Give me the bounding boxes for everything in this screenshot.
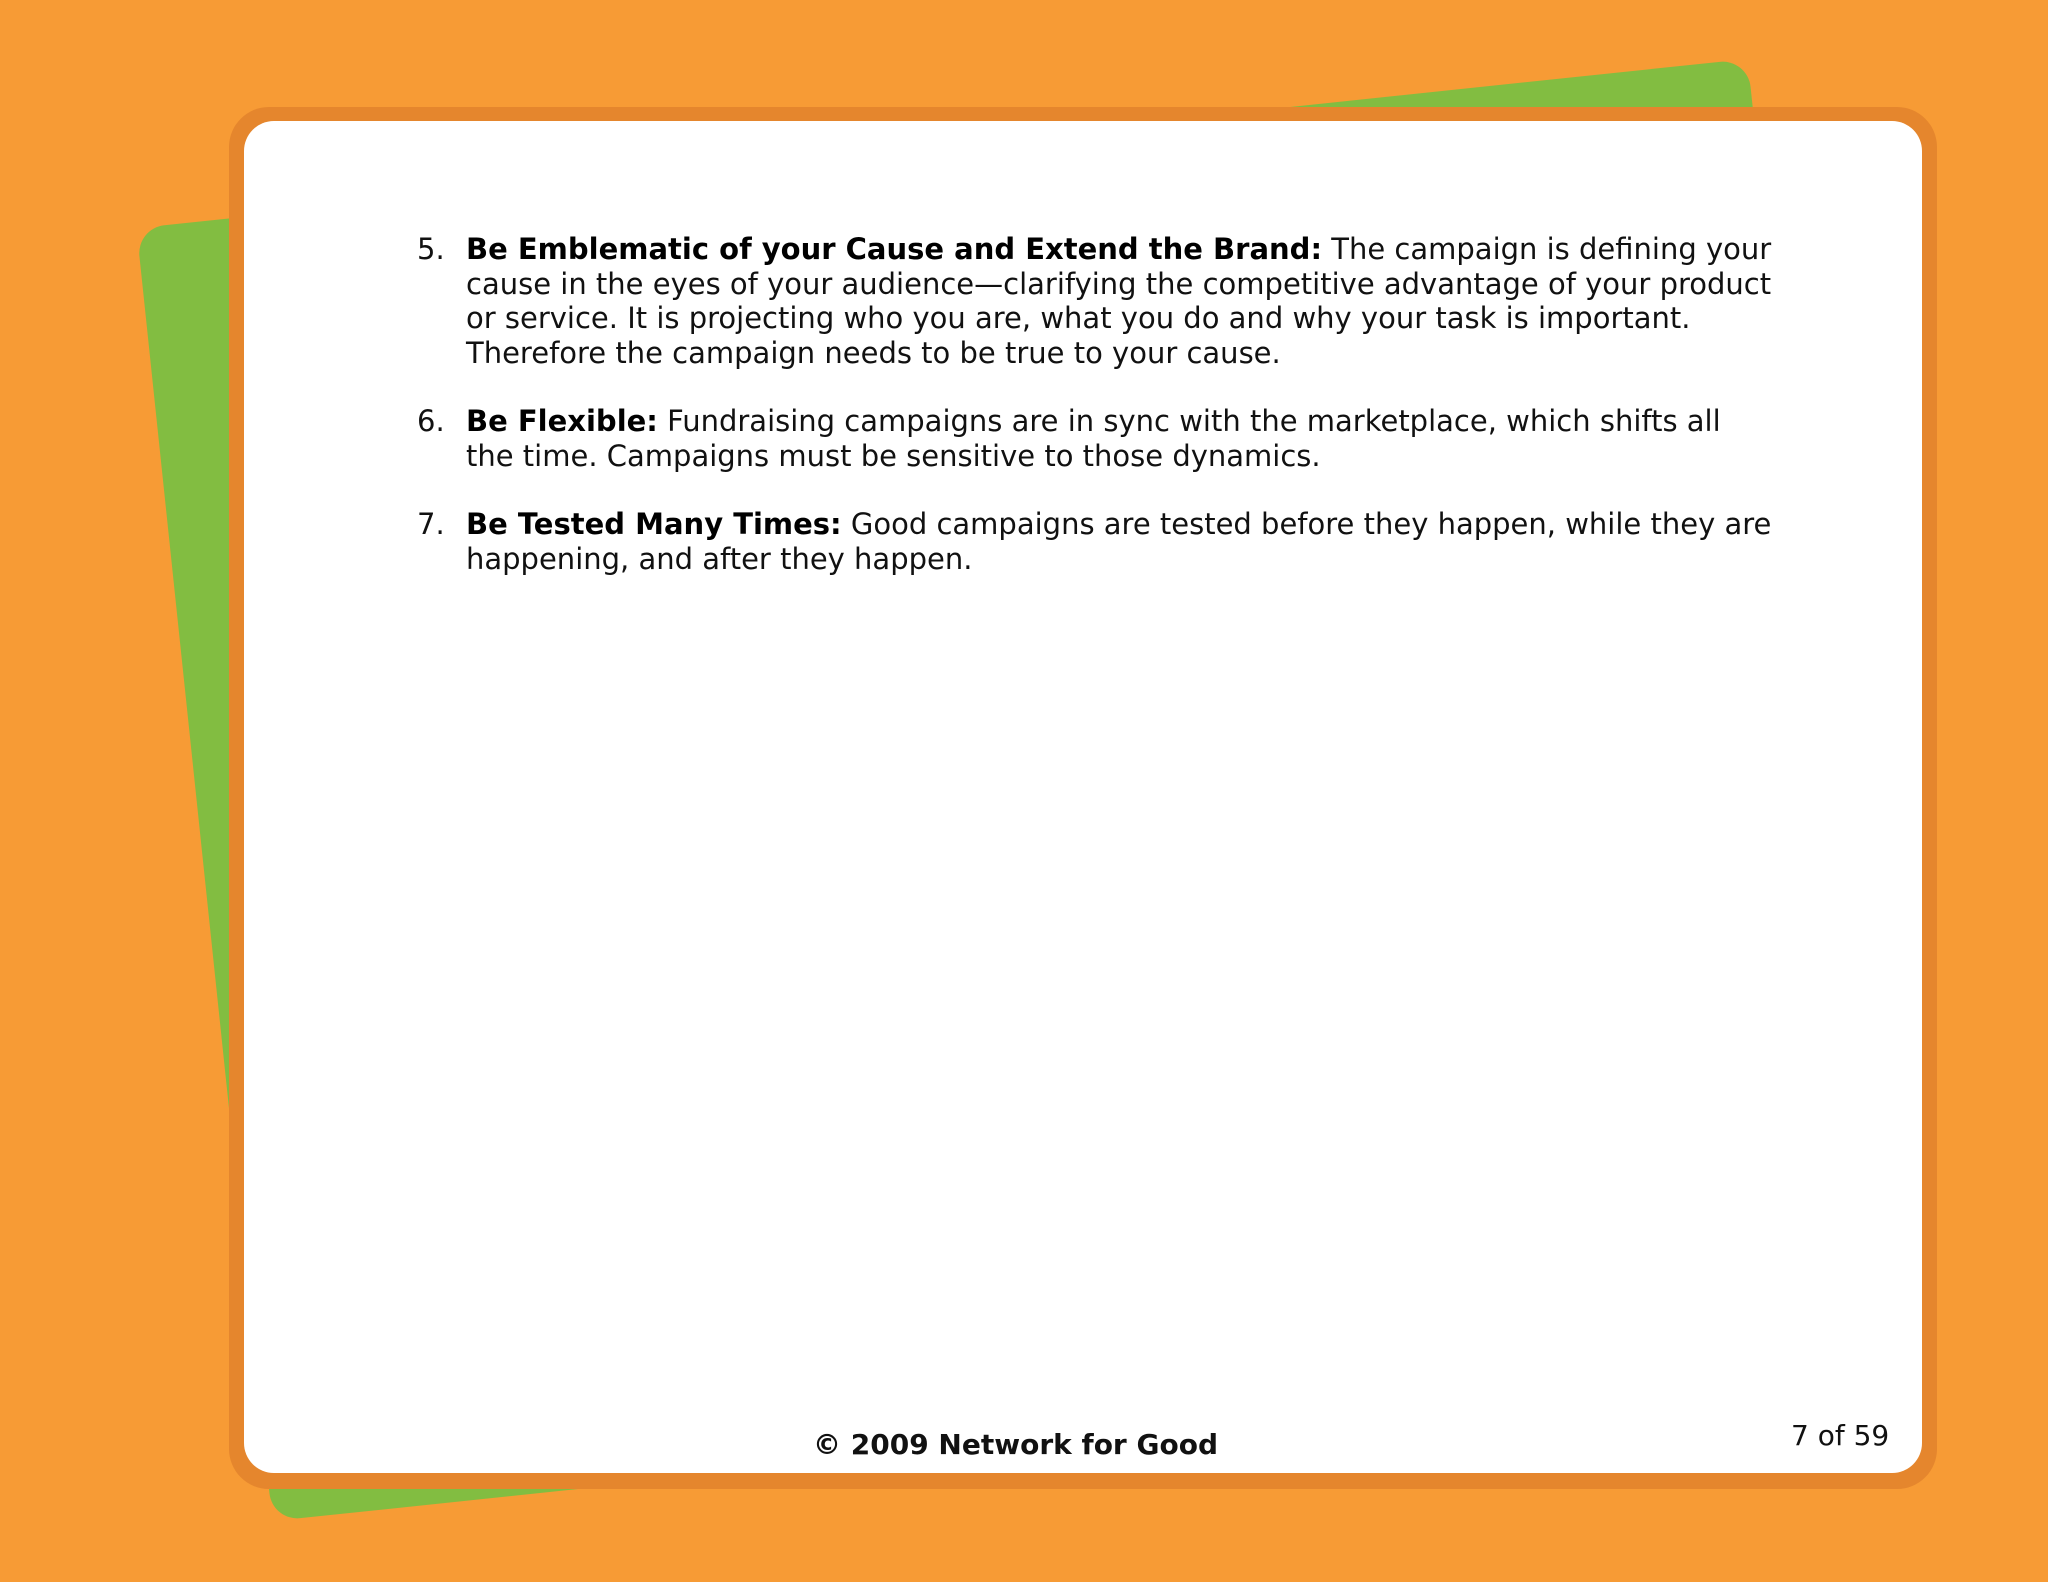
- list-item-6: [412, 404, 1772, 473]
- list-number: 5.: [417, 232, 445, 266]
- list-number: 7.: [417, 507, 445, 541]
- list-item-text: The campaign is defining your cause in the eyes of your audience—clarifying the competitive advantage of your product or service. It is projecting who you are, what you do and why your task is important. Therefore the campaign needs to be true to your cause.: [466, 232, 1772, 370]
- numbered-list: [412, 232, 1772, 610]
- list-item-heading: Be Flexible:: [466, 404, 658, 438]
- copyright-footer: © 2009 Network for Good: [813, 1428, 1218, 1461]
- list-item-text: Fundraising campaigns are in sync with the marketplace, which shifts all the time. Campaigns must be sensitive to those dynamics.: [466, 404, 1721, 473]
- list-number: 6.: [417, 404, 445, 438]
- list-item-heading: Be Tested Many Times:: [466, 507, 842, 541]
- page-number: 7 of 59: [1791, 1419, 1890, 1452]
- list-item-heading: Be Emblematic of your Cause and Extend the Brand:: [466, 232, 1323, 266]
- list-item-7: [412, 507, 1772, 576]
- list-item-text: Good campaigns are tested before they happen, while they are happening, and after they happen.: [466, 507, 1772, 576]
- list-item-5: [412, 232, 1772, 370]
